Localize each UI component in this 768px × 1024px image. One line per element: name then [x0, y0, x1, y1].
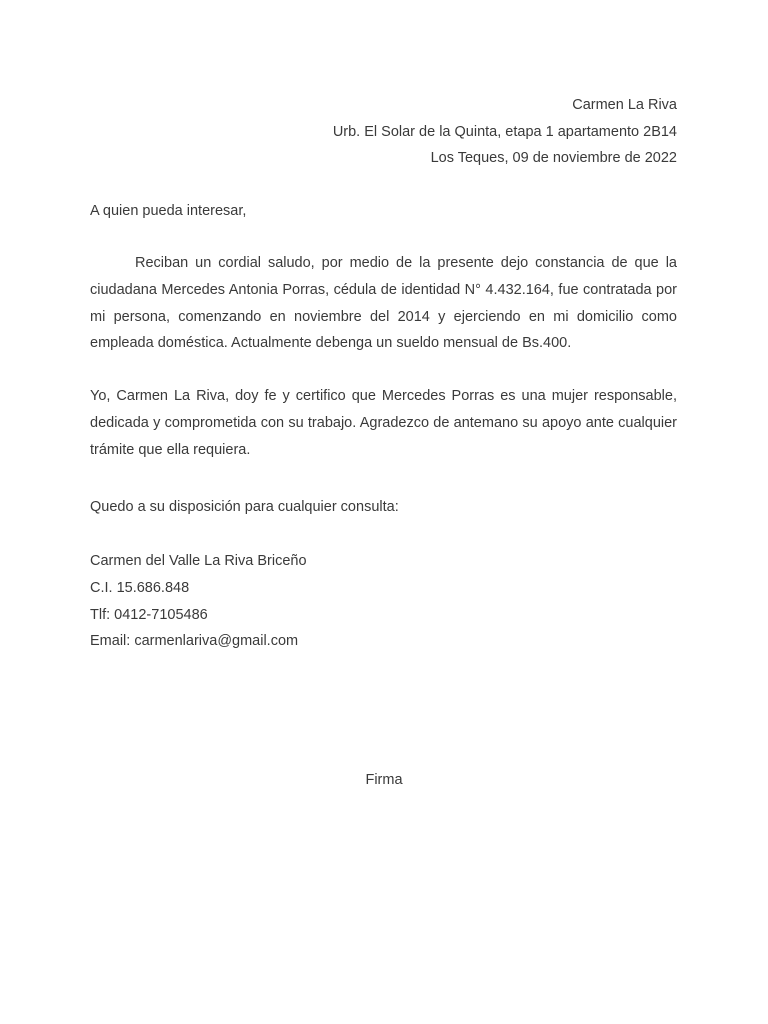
contact-phone: Tlf: 0412-7105486: [90, 606, 208, 623]
body-paragraph-2: Yo, Carmen La Riva, doy fe y certifico que Mercedes Porras es una mujer responsable, dedicada y comprometida con su trabajo. Agradezco de antemano su apoyo ante cualquier trámite que ella requiera.: [90, 388, 677, 458]
contact-ci: C.I. 15.686.848: [90, 579, 190, 596]
body-paragraph-1: Reciban un cordial saludo, por medio de la presente dejo constancia de que la ciudadana Mercedes Antonia Porras, cédula de identidad N° 4.432.164, fue contratada por mi persona, comenzando en noviembre del 2014 y ejerciendo en mi domicilio como empleada doméstica. Actualmente debenga un sueldo mensual de Bs.400.: [90, 255, 677, 352]
sender-block: [333, 92, 677, 172]
sender-place-date: Los Teques, 09 de noviembre de 2022: [430, 150, 677, 166]
closing-line: Quedo a su disposición para cualquier consulta:: [90, 499, 399, 515]
contact-full-name: Carmen del Valle La Riva Briceño: [90, 553, 307, 569]
signature-label: Firma: [365, 772, 403, 788]
contact-block: [90, 548, 307, 655]
greeting: A quien pueda interesar,: [90, 203, 247, 219]
sender-name: Carmen La Riva: [572, 97, 677, 113]
sender-address: Urb. El Solar de la Quinta, etapa 1 apartamento 2B14: [332, 123, 677, 140]
contact-email: Email: carmenlariva@gmail.com: [90, 633, 299, 650]
